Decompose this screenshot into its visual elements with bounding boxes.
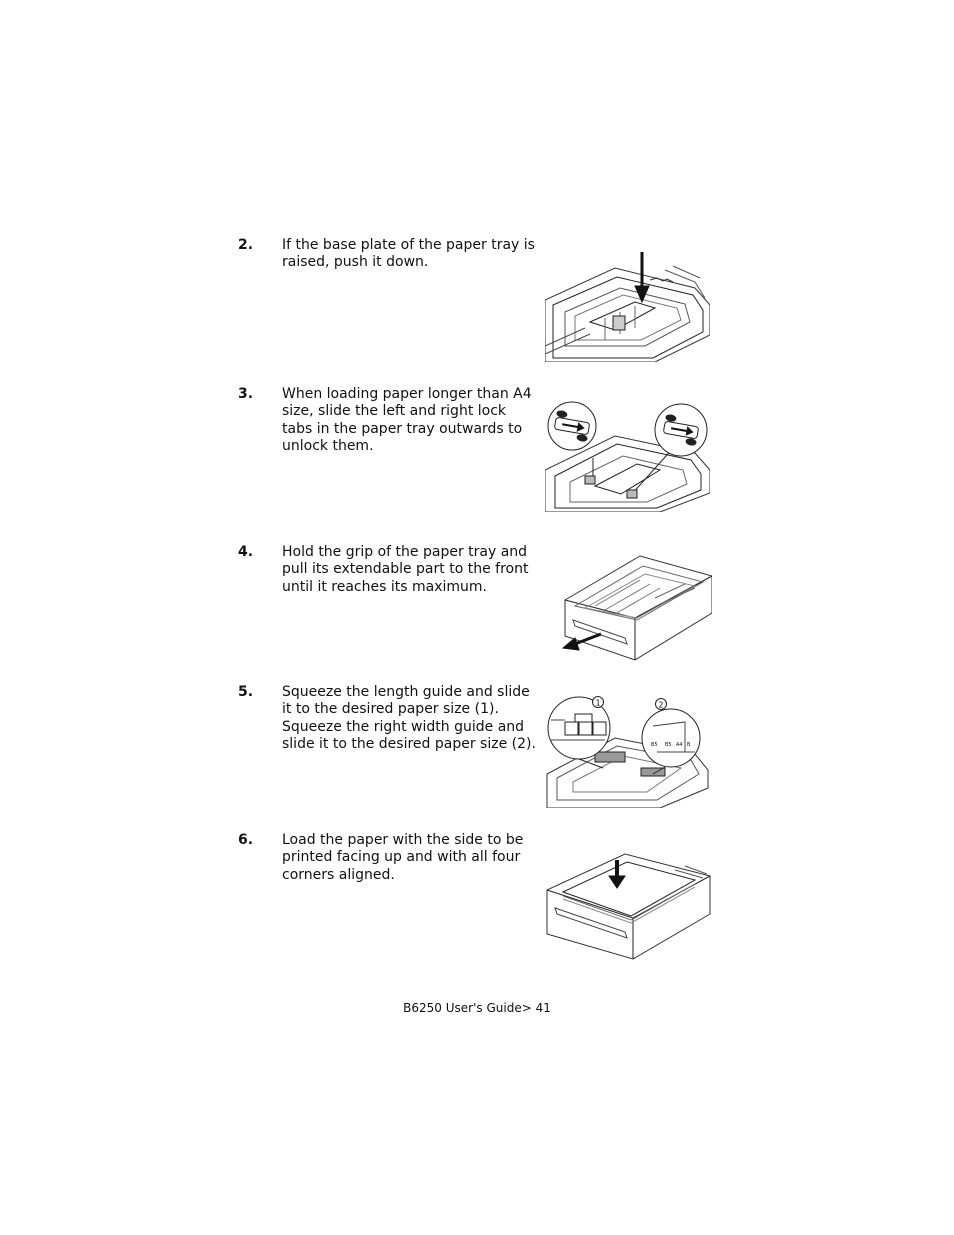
scale-label-b: B <box>687 742 691 748</box>
page-footer: B6250 User's Guide> 41 <box>403 1001 551 1015</box>
step-number: 6. <box>238 832 254 848</box>
figure-push-base-plate-down <box>545 250 710 362</box>
step-text: Hold the grip of the paper tray and pull its extendable part to the front until it reaches its maximum. <box>282 544 529 595</box>
callout-2-label: 2 <box>658 700 664 710</box>
step-text: Squeeze the length guide and slide it to the desired paper size (1). Squeeze the right width guide and slide it to the desired paper size (2). <box>282 684 536 752</box>
scale-label-a4: A4 <box>676 742 683 748</box>
step-number: 3. <box>238 386 254 402</box>
figure-pull-tray-extension <box>545 548 712 670</box>
step-number: 4. <box>238 544 254 560</box>
step-text: Load the paper with the side to be printed facing up and with all four corners aligned. <box>282 832 524 883</box>
step-number: 5. <box>238 684 254 700</box>
step-text: If the base plate of the paper tray is raised, push it down. <box>282 237 535 271</box>
figure-adjust-paper-guides <box>545 690 710 808</box>
step-number: 2. <box>238 237 254 253</box>
scale-label-b5-a: B5 <box>651 742 658 748</box>
figure-unlock-lock-tabs <box>545 398 710 512</box>
figure-load-paper <box>545 846 712 961</box>
scale-label-b5-b: B5 <box>665 742 672 748</box>
step-text: When loading paper longer than A4 size, slide the left and right lock tabs in the paper tray outwards to unlock them. <box>282 386 532 454</box>
callout-1-label: 1 <box>595 698 601 708</box>
